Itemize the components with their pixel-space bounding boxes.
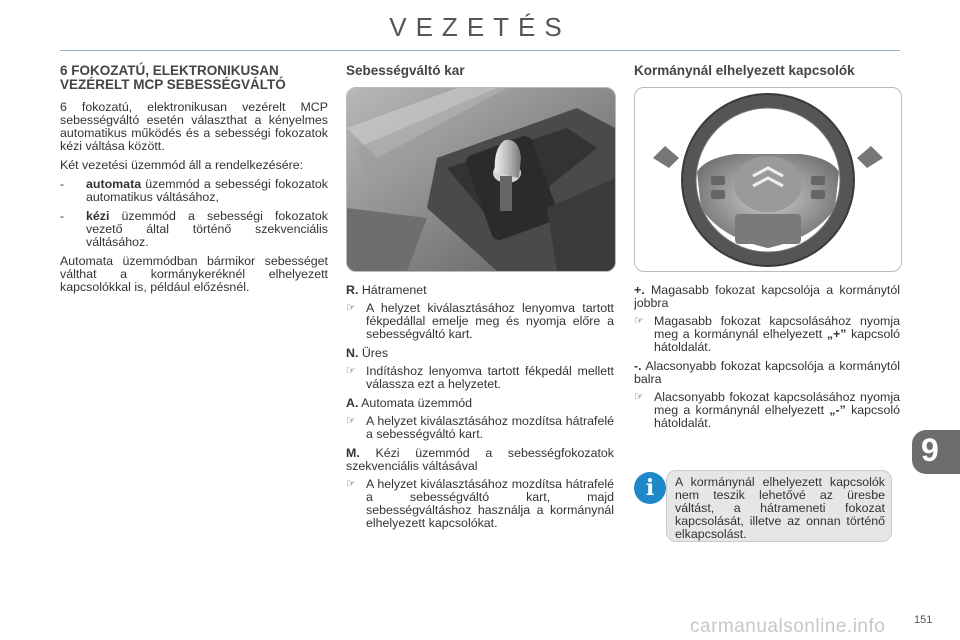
chapter-number: 9	[921, 432, 939, 468]
section-heading-steering-controls: Kormánynál elhelyezett kapcsolók	[634, 63, 855, 78]
instruction-R	[346, 302, 614, 341]
paddle-minus	[634, 360, 900, 386]
instruction-text: Indításhoz lenyomva tartott fékpedál mellett válassza ezt a helyzetet.	[366, 364, 614, 391]
position-label: Automata üzemmód	[358, 396, 473, 410]
mode-manual-label: kézi	[86, 209, 110, 223]
info-note	[634, 470, 900, 550]
position-label: Üres	[358, 346, 389, 360]
dash-mark: -	[60, 209, 65, 223]
paddle-label: Alacsonyabb fokozat kapcsolója a kormánytól balra	[634, 359, 900, 386]
paddle-key: -.	[634, 359, 642, 373]
dash-mark: -	[60, 177, 65, 191]
pointing-hand-icon: ☞	[346, 478, 356, 490]
paddle-label: Magasabb fokozat kapcsolója a kormánytól jobbra	[634, 283, 900, 310]
column-steering-controls	[634, 64, 900, 436]
info-note-text: A kormánynál elhelyezett kapcsolók nem teszik lehetővé az üresbe váltást, a hátrameneti fokozat kapcsolását, illetve az onnan történő elkapcsolást.	[666, 470, 892, 542]
instruction-text-end: kapcsoló hátoldalát.	[654, 327, 900, 354]
steering-wheel-illustration	[635, 88, 901, 271]
intro-paragraph: 6 fokozatú, elektronikusan vezérelt MCP sebességváltó esetén választhat a kényelmes automatikus működés és a sebességi fokozatok kézi váltása között.	[60, 100, 328, 153]
instruction-text: A helyzet kiválasztásához mozdítsa hátrafelé a sebességváltó kart, majd sebességváltáshoz használja a kormánynál elhelyezett kapcsolókat.	[366, 477, 614, 530]
plus-symbol: „+”	[826, 327, 847, 341]
instruction-text: A helyzet kiválasztásához mozdítsa hátrafelé a sebességváltó kart.	[366, 414, 614, 441]
position-key: N.	[346, 346, 359, 360]
instruction-text: A helyzet kiválasztásához lenyomva tartott fékpedállal emelje meg és nyomja előre a sebességváltó kart.	[366, 301, 614, 341]
pointing-hand-icon: ☞	[346, 365, 356, 377]
instruction-M	[346, 478, 614, 530]
automatic-override-paragraph: Automata üzemmódban bármikor sebességet válthat a kormánykeréknél elhelyezett kapcsolókkal is, például előzésnél.	[60, 254, 328, 294]
position-M	[346, 447, 614, 473]
info-icon: i	[634, 472, 666, 504]
mode-automatic-label: automata	[86, 177, 142, 191]
modes-paragraph: Két vezetési üzemmód áll a rendelkezésére:	[60, 158, 304, 172]
position-key: R.	[346, 283, 359, 297]
instruction-text-end: kapcsoló hátoldalát.	[654, 403, 900, 430]
instruction-A	[346, 415, 614, 441]
pointing-hand-icon: ☞	[634, 315, 644, 327]
column-intro	[60, 64, 328, 300]
instruction-N	[346, 365, 614, 391]
gear-lever-photo	[346, 87, 616, 272]
mode-item-automatic	[60, 178, 328, 204]
paddle-key: +.	[634, 283, 645, 297]
instruction-text: Magasabb fokozat kapcsolásához nyomja meg a kormánynál elhelyezett	[654, 314, 900, 341]
mode-item-manual	[60, 210, 328, 249]
position-N	[346, 347, 614, 360]
position-key: A.	[346, 396, 359, 410]
instruction-minus	[634, 391, 900, 430]
watermark: carmanualsonline.info	[690, 616, 886, 637]
position-A	[346, 397, 614, 410]
instruction-plus	[634, 315, 900, 354]
minus-symbol: „-”	[829, 403, 846, 417]
header-divider	[60, 50, 900, 51]
steering-wheel-photo	[634, 87, 902, 272]
page-title: VEZETÉS	[389, 12, 571, 42]
page-number: 151	[914, 614, 933, 626]
section-heading-gear-lever: Sebességváltó kar	[346, 63, 465, 78]
pointing-hand-icon: ☞	[346, 302, 356, 314]
position-label: Kézi üzemmód a sebességfokozatok szekvenciális váltásával	[346, 446, 614, 473]
chapter-tab	[912, 430, 960, 474]
column-gear-lever	[346, 64, 614, 536]
position-key: M.	[346, 446, 360, 460]
position-R	[346, 284, 614, 297]
position-label: Hátramenet	[358, 283, 427, 297]
gear-lever-illustration	[347, 88, 615, 271]
pointing-hand-icon: ☞	[634, 391, 644, 403]
mode-automatic-text: üzemmód a sebességi fokozatok automatikus váltásához,	[86, 177, 328, 204]
section-heading-mcp: 6 FOKOZATÚ, ELEKTRONIKUSAN VEZÉRELT MCP SEBESSÉGVÁLTÓ	[60, 63, 286, 92]
paddle-plus	[634, 284, 900, 310]
pointing-hand-icon: ☞	[346, 415, 356, 427]
mode-manual-text: üzemmód a sebességi fokozatok vezető által történő szekvenciális váltásához.	[86, 209, 328, 249]
instruction-text: Alacsonyabb fokozat kapcsolásához nyomja meg a kormánynál elhelyezett	[654, 390, 900, 417]
